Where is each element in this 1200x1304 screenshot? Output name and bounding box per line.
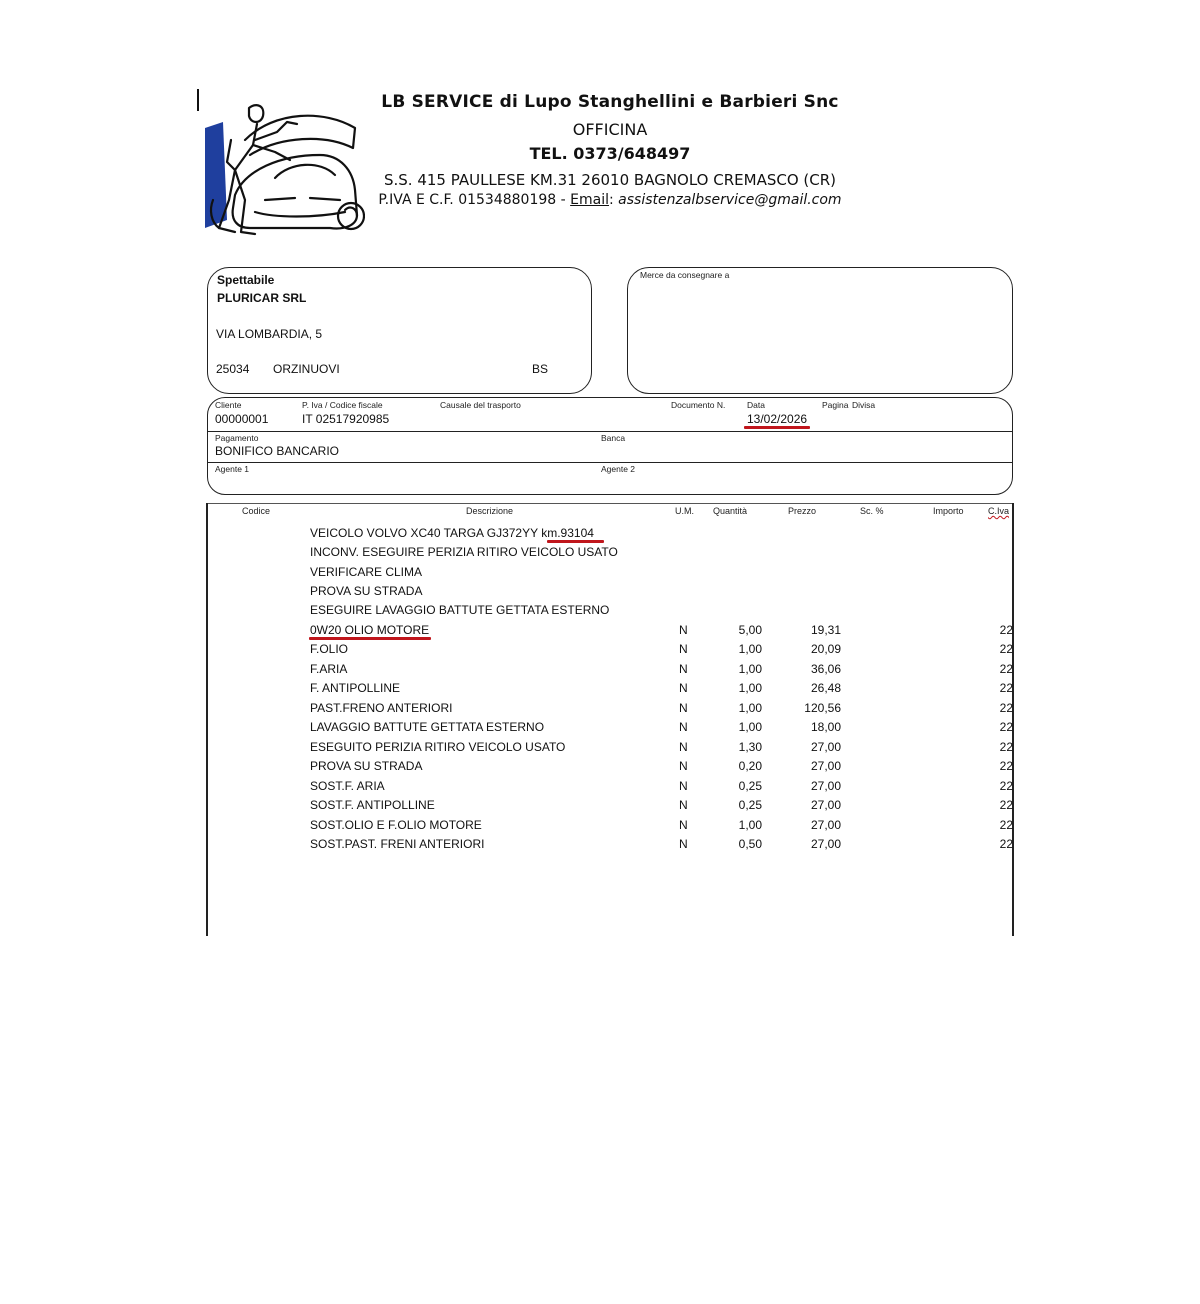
row-description: PROVA SU STRADA bbox=[310, 584, 423, 598]
row-vat-code: 22 bbox=[999, 837, 1013, 851]
table-row bbox=[0, 798, 1200, 817]
row-quantity: 1,00 bbox=[738, 701, 762, 715]
payment-value: BONIFICO BANCARIO bbox=[215, 444, 340, 458]
row-um: N bbox=[679, 837, 688, 851]
row-vat-code: 22 bbox=[999, 681, 1013, 695]
table-row bbox=[0, 837, 1200, 856]
row-quantity: 1,00 bbox=[738, 662, 762, 676]
vat-text: P.IVA E C.F. 01534880198 - bbox=[378, 192, 571, 208]
customer-zip: 25034 bbox=[216, 362, 250, 376]
row-description: INCONV. ESEGUIRE PERIZIA RITIRO VEICOLO USATO bbox=[310, 545, 618, 559]
row-um: N bbox=[679, 720, 688, 734]
email-label: Email bbox=[570, 192, 609, 208]
col-header-description: Descrizione bbox=[466, 506, 514, 516]
table-row bbox=[0, 565, 1200, 584]
row-price: 27,00 bbox=[810, 837, 841, 851]
row-vat-code: 22 bbox=[999, 701, 1013, 715]
table-row bbox=[0, 681, 1200, 700]
row-description: PAST.FRENO ANTERIORI bbox=[310, 701, 453, 715]
info-divider-2 bbox=[208, 462, 1012, 463]
email-separator: : bbox=[608, 192, 619, 208]
table-row bbox=[0, 779, 1200, 798]
company-name: LB SERVICE di Lupo Stanghellini e Barbieri Snc bbox=[381, 92, 839, 112]
row-description: F.OLIO bbox=[310, 642, 349, 656]
row-vat-code: 22 bbox=[999, 642, 1013, 656]
col-header-quantity: Quantità bbox=[713, 506, 748, 516]
row-quantity: 1,00 bbox=[738, 642, 762, 656]
delivery-box bbox=[627, 267, 1013, 394]
table-row bbox=[0, 720, 1200, 739]
row-um: N bbox=[679, 759, 688, 773]
row-description: F.ARIA bbox=[310, 662, 348, 676]
row-description: PROVA SU STRADA bbox=[310, 759, 423, 773]
row-um: N bbox=[679, 818, 688, 832]
row-description: LAVAGGIO BATTUTE GETTATA ESTERNO bbox=[310, 720, 545, 734]
row-description: SOST.OLIO E F.OLIO MOTORE bbox=[310, 818, 482, 832]
row-quantity: 0,25 bbox=[738, 779, 762, 793]
row-description: F. ANTIPOLLINE bbox=[310, 681, 401, 695]
row-quantity: 1,00 bbox=[738, 720, 762, 734]
row-quantity: 0,50 bbox=[738, 837, 762, 851]
table-row bbox=[0, 662, 1200, 681]
email-link[interactable]: assistenzalbservice@gmail.com bbox=[618, 192, 842, 208]
row-um: N bbox=[679, 623, 688, 637]
row-description: VEICOLO VOLVO XC40 TARGA GJ372YY km.93104 bbox=[310, 526, 594, 540]
client-label: Cliente bbox=[215, 400, 242, 410]
table-row bbox=[0, 603, 1200, 622]
page-label: Pagina bbox=[822, 400, 849, 410]
customer-label: Spettabile bbox=[217, 273, 275, 287]
row-vat-code: 22 bbox=[999, 818, 1013, 832]
row-um: N bbox=[679, 701, 688, 715]
row-vat-code: 22 bbox=[999, 662, 1013, 676]
row-vat-code: 22 bbox=[999, 798, 1013, 812]
agent1-label: Agente 1 bbox=[215, 464, 250, 474]
table-row bbox=[0, 545, 1200, 564]
currency-label: Divisa bbox=[852, 400, 876, 410]
row-description: SOST.PAST. FRENI ANTERIORI bbox=[310, 837, 485, 851]
row-description: SOST.F. ARIA bbox=[310, 779, 385, 793]
oil-highlight-underline bbox=[309, 637, 431, 640]
row-price: 120,56 bbox=[804, 701, 841, 715]
row-description: VERIFICARE CLIMA bbox=[310, 565, 423, 579]
row-quantity: 0,25 bbox=[738, 798, 762, 812]
row-um: N bbox=[679, 642, 688, 656]
row-vat-code: 22 bbox=[999, 623, 1013, 637]
company-address: S.S. 415 PAULLESE KM.31 26010 BAGNOLO CREMASCO (CR) bbox=[384, 171, 836, 189]
row-price: 26,48 bbox=[810, 681, 841, 695]
row-vat-code: 22 bbox=[999, 759, 1013, 773]
row-um: N bbox=[679, 681, 688, 695]
row-vat-code: 22 bbox=[999, 779, 1013, 793]
row-price: 27,00 bbox=[810, 779, 841, 793]
row-price: 18,00 bbox=[810, 720, 841, 734]
row-um: N bbox=[679, 740, 688, 754]
customer-name: PLURICAR SRL bbox=[217, 291, 307, 305]
company-vat-email bbox=[360, 192, 860, 208]
col-header-amount: Importo bbox=[933, 506, 964, 516]
row-price: 27,00 bbox=[810, 759, 841, 773]
row-quantity: 1,00 bbox=[738, 818, 762, 832]
row-quantity: 1,30 bbox=[738, 740, 762, 754]
delivery-label: Merce da consegnare a bbox=[640, 270, 730, 280]
customer-street: VIA LOMBARDIA, 5 bbox=[216, 327, 323, 341]
row-vat-code: 22 bbox=[999, 740, 1013, 754]
row-quantity: 5,00 bbox=[738, 623, 762, 637]
row-price: 20,09 bbox=[810, 642, 841, 656]
phone: TEL. 0373/648497 bbox=[529, 144, 691, 163]
vat-value: IT 02517920985 bbox=[302, 412, 390, 426]
date-value: 13/02/2026 bbox=[747, 412, 808, 426]
row-quantity: 1,00 bbox=[738, 681, 762, 695]
info-divider-1 bbox=[208, 431, 1012, 432]
col-header-um: U.M. bbox=[675, 506, 694, 516]
col-header-vat-code: C.Iva bbox=[988, 506, 1010, 516]
table-row bbox=[0, 759, 1200, 778]
table-top-border bbox=[206, 503, 1014, 504]
row-price: 36,06 bbox=[810, 662, 841, 676]
row-vat-code: 22 bbox=[999, 720, 1013, 734]
row-price: 27,00 bbox=[810, 818, 841, 832]
date-label: Data bbox=[747, 400, 765, 410]
row-description: SOST.F. ANTIPOLLINE bbox=[310, 798, 435, 812]
row-um: N bbox=[679, 798, 688, 812]
customer-city: ORZINUOVI bbox=[273, 362, 340, 376]
table-row bbox=[0, 623, 1200, 642]
table-row bbox=[0, 584, 1200, 603]
date-highlight-underline bbox=[744, 426, 810, 429]
col-header-code: Codice bbox=[242, 506, 271, 516]
mechanic-car-logo bbox=[205, 100, 365, 240]
row-description: 0W20 OLIO MOTORE bbox=[310, 623, 430, 637]
row-description: ESEGUITO PERIZIA RITIRO VEICOLO USATO bbox=[310, 740, 566, 754]
table-row bbox=[0, 701, 1200, 720]
row-description: ESEGUIRE LAVAGGIO BATTUTE GETTATA ESTERNO bbox=[310, 603, 610, 617]
transport-label: Causale del trasporto bbox=[440, 400, 521, 410]
bank-label: Banca bbox=[601, 433, 626, 443]
margin-mark bbox=[197, 89, 199, 111]
row-um: N bbox=[679, 779, 688, 793]
vat-label: P. Iva / Codice fiscale bbox=[302, 400, 383, 410]
row-price: 27,00 bbox=[810, 740, 841, 754]
row-price: 19,31 bbox=[810, 623, 841, 637]
payment-label: Pagamento bbox=[215, 433, 259, 443]
row-um: N bbox=[679, 662, 688, 676]
customer-province: BS bbox=[532, 362, 549, 376]
col-header-discount: Sc. % bbox=[860, 506, 884, 516]
agent2-label: Agente 2 bbox=[601, 464, 636, 474]
row-quantity: 0,20 bbox=[738, 759, 762, 773]
table-row bbox=[0, 642, 1200, 661]
col-header-price: Prezzo bbox=[788, 506, 817, 516]
table-row bbox=[0, 818, 1200, 837]
km-highlight-underline bbox=[547, 540, 604, 543]
department: OFFICINA bbox=[572, 120, 648, 139]
client-value: 00000001 bbox=[215, 412, 269, 426]
table-row bbox=[0, 740, 1200, 759]
row-price: 27,00 bbox=[810, 798, 841, 812]
document-number-label: Documento N. bbox=[671, 400, 726, 410]
